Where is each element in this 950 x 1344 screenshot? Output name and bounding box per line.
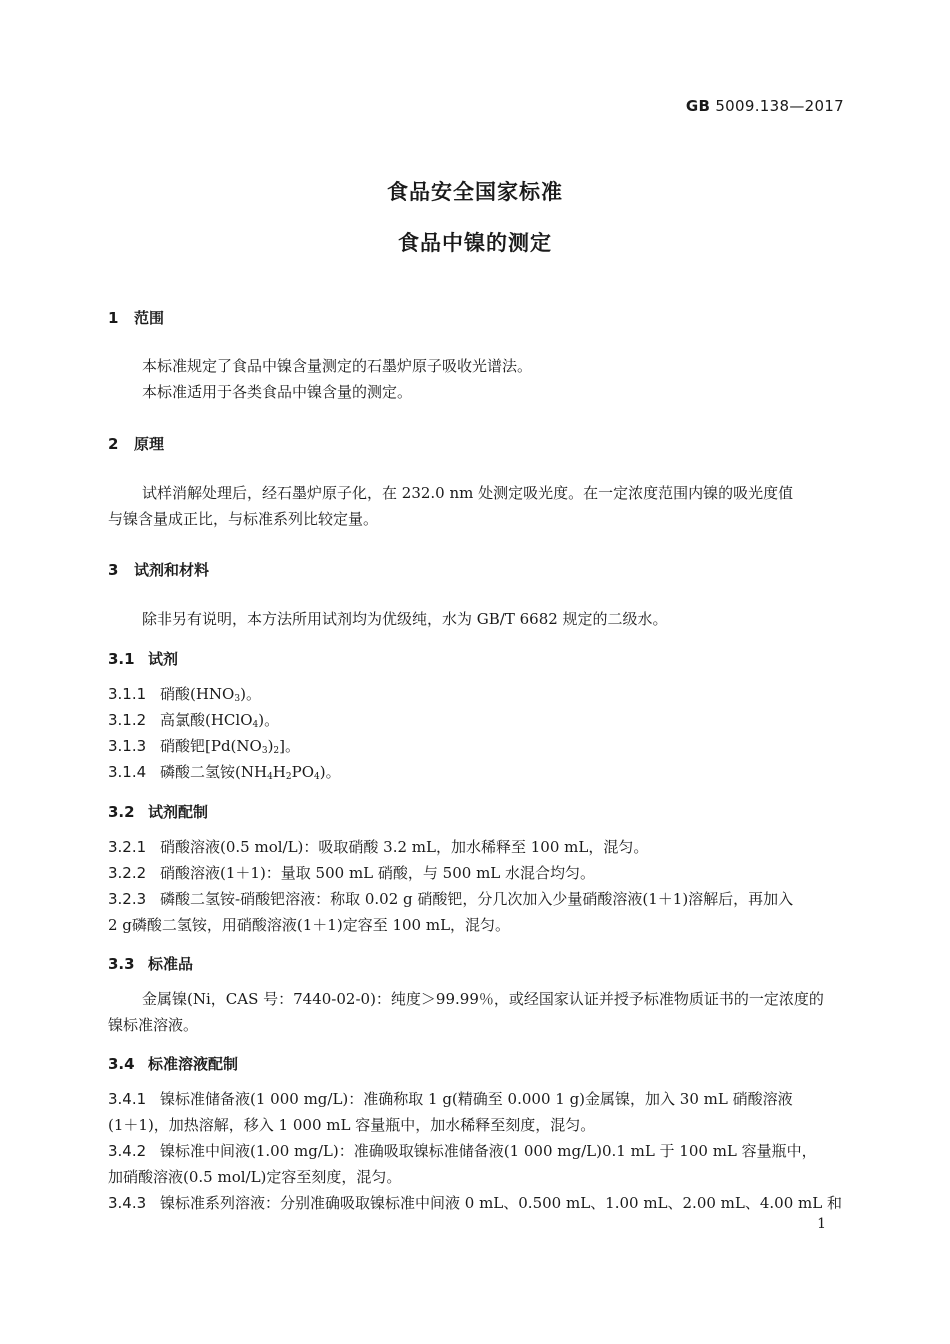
subsection-heading: 3.4 标准溶液配制 bbox=[108, 1055, 239, 1073]
main-title: 食品安全国家标准 bbox=[387, 180, 563, 204]
paragraph: (1＋1)，加热溶解，移入 1 000 mL 容量瓶中，加水稀释至刻度，混匀。 bbox=[108, 1116, 596, 1134]
list-item: 3.2.1 硝酸溶液(0.5 mol/L)：吸取硝酸 3.2 mL，加水稀释至 100 mL，混匀。 bbox=[108, 838, 649, 856]
subsection-heading: 3.2 试剂配制 bbox=[108, 803, 209, 821]
section-heading-principle: 2 原理 bbox=[108, 435, 165, 453]
paragraph: 加硝酸溶液(0.5 mol/L)定容至刻度，混匀。 bbox=[108, 1168, 402, 1186]
subsection-heading: 3.3 标准品 bbox=[108, 955, 194, 973]
list-item: 3.2.3 磷酸二氢铵-硝酸钯溶液：称取 0.02 g 硝酸钯，分几次加入少量硝酸溶液(1＋1)溶解后，再加入 bbox=[108, 890, 794, 908]
list-item: 3.1.1 硝酸$(HNO_3)$。 bbox=[108, 685, 261, 704]
paragraph: 镍标准溶液。 bbox=[108, 1016, 199, 1034]
list-item: 3.4.2 镍标准中间液(1.00 mg/L)：准确吸取镍标准储备液(1 000 mg/L)0.1 mL 于 100 mL 容量瓶中， bbox=[108, 1142, 817, 1160]
paragraph: 与镍含量成正比，与标准系列比较定量。 bbox=[108, 510, 379, 528]
paragraph: 本标准规定了食品中镍含量测定的石墨炉原子吸收光谱法。 bbox=[142, 357, 533, 375]
sub-title: 食品中镍的测定 bbox=[398, 231, 552, 255]
list-item: 3.4.3 镍标准系列溶液：分别准确吸取镍标准中间液 0 mL、0.500 mL、1.00 mL、2.00 mL、4.00 mL 和 bbox=[108, 1194, 842, 1212]
paragraph: 金属镍(Ni，CAS 号：7440-02-0)：纯度＞99.99％，或经国家认证并授予标准物质证书的一定浓度的 bbox=[142, 990, 824, 1008]
paragraph: 除非另有说明，本方法所用试剂均为优级纯，水为 GB/T 6682 规定的二级水。 bbox=[142, 610, 668, 628]
section-heading-scope: 1 范围 bbox=[108, 309, 165, 327]
subsection-heading: 3.1 试剂 bbox=[108, 650, 179, 668]
list-item: 3.2.2 硝酸溶液(1＋1)：量取 500 mL 硝酸，与 500 mL 水混合均匀。 bbox=[108, 864, 596, 882]
list-item: 3.1.2 高氯酸(HClO$_4$)。 bbox=[108, 711, 280, 730]
section-heading-reagents: 3 试剂和材料 bbox=[108, 561, 210, 579]
paragraph: 本标准适用于各类食品中镍含量的测定。 bbox=[142, 383, 413, 401]
page-number: 1 bbox=[817, 1216, 826, 1232]
list-item: 3.1.4 磷酸二氢铵$(NH_4H_2PO_4)$。 bbox=[108, 763, 341, 782]
standard-code: GB 5009.138—2017 bbox=[685, 97, 844, 115]
paragraph: 2 g磷酸二氢铵，用硝酸溶液(1＋1)定容至 100 mL，混匀。 bbox=[108, 916, 511, 934]
list-item: 3.1.3 硝酸钯$[Pd(NO_3)_2]$。 bbox=[108, 737, 301, 756]
paragraph: 试样消解处理后，经石墨炉原子化，在 232.0 nm 处测定吸光度。在一定浓度范围内镍的吸光度值 bbox=[142, 484, 794, 502]
list-item: 3.4.1 镍标准储备液(1 000 mg/L)：准确称取 1 g(精确至 0.000 1 g)金属镍，加入 30 mL 硝酸溶液 bbox=[108, 1090, 793, 1108]
